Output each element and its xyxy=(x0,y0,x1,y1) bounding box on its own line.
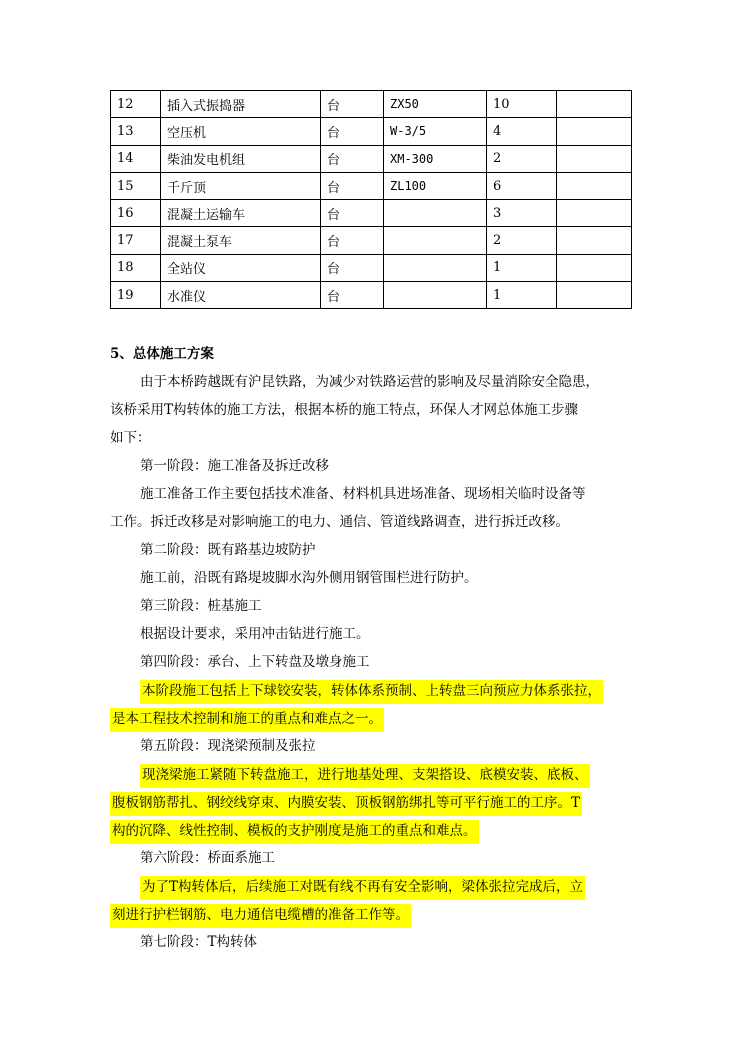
highlighted-text: 构的沉降、线性控制、模板的支护刚度是施工的重点和难点。 xyxy=(110,820,479,844)
stage2-title: 第二阶段：既有路基边坡防护 xyxy=(140,542,316,558)
highlighted-text: 是本工程技术控制和施工的重点和难点之一。 xyxy=(110,708,384,732)
intro-line-3: 如下： xyxy=(110,430,151,446)
table-row xyxy=(111,200,632,227)
unit-cell: 台 xyxy=(321,172,384,199)
remarks-cell xyxy=(557,200,632,227)
equipment-table-body xyxy=(111,91,632,309)
highlighted-text: 为了T构转体后，后续施工对既有线不再有安全影响，梁体张拉完成后，立 xyxy=(140,876,585,900)
quantity-cell: 2 xyxy=(487,145,557,172)
table-row xyxy=(111,145,632,172)
stage2-body-line-1: 施工前，沿既有路堤坡脚水沟外侧用钢管围栏进行防护。 xyxy=(140,570,478,586)
quantity-cell: 6 xyxy=(487,172,557,199)
equipment-name-cell: 插入式振捣器 xyxy=(161,91,321,118)
remarks-cell xyxy=(557,227,632,254)
model-cell xyxy=(384,200,487,227)
table-row xyxy=(111,172,632,199)
row-number-cell: 13 xyxy=(111,118,161,145)
remarks-cell xyxy=(557,254,632,281)
stage3-title: 第三阶段：桩基施工 xyxy=(140,598,262,614)
quantity-cell: 3 xyxy=(487,200,557,227)
remarks-cell xyxy=(557,145,632,172)
stage5-body-line-3 xyxy=(110,820,479,844)
stage7-title: 第七阶段：T构转体 xyxy=(140,934,258,950)
highlighted-text: 腹板钢筋帮扎、钢绞线穿束、内膜安装、顶板钢筋绑扎等可平行施工的工序。T xyxy=(110,792,582,816)
highlighted-text: 刻进行护栏钢筋、电力通信电缆槽的准备工作等。 xyxy=(110,904,411,928)
unit-cell: 台 xyxy=(321,200,384,227)
equipment-name-cell: 混凝土泵车 xyxy=(161,227,321,254)
unit-cell: 台 xyxy=(321,145,384,172)
model-cell xyxy=(384,254,487,281)
model-cell xyxy=(384,227,487,254)
stage3-body-line-1: 根据设计要求，采用冲击钻进行施工。 xyxy=(140,626,370,642)
table-row xyxy=(111,227,632,254)
row-number-cell: 15 xyxy=(111,172,161,199)
stage5-body-line-1 xyxy=(140,764,590,788)
unit-cell: 台 xyxy=(321,91,384,118)
model-cell: W-3/5 xyxy=(384,118,487,145)
model-cell xyxy=(384,282,487,309)
row-number-cell: 19 xyxy=(111,282,161,309)
stage5-title: 第五阶段：现浇梁预制及张拉 xyxy=(140,738,316,754)
equipment-name-cell: 水准仪 xyxy=(161,282,321,309)
quantity-cell: 1 xyxy=(487,282,557,309)
equipment-name-cell: 混凝土运输车 xyxy=(161,200,321,227)
stage6-body-line-2 xyxy=(110,904,411,928)
quantity-cell: 4 xyxy=(487,118,557,145)
quantity-cell: 10 xyxy=(487,91,557,118)
row-number-cell: 12 xyxy=(111,91,161,118)
equipment-name-cell: 空压机 xyxy=(161,118,321,145)
row-number-cell: 18 xyxy=(111,254,161,281)
remarks-cell xyxy=(557,91,632,118)
remarks-cell xyxy=(557,172,632,199)
model-cell: ZL100 xyxy=(384,172,487,199)
remarks-cell xyxy=(557,118,632,145)
section-heading: 5、总体施工方案 xyxy=(110,346,214,362)
table-row xyxy=(111,91,632,118)
table-row xyxy=(111,118,632,145)
table-row xyxy=(111,254,632,281)
row-number-cell: 16 xyxy=(111,200,161,227)
stage6-body-line-1 xyxy=(140,876,585,900)
stage6-title: 第六阶段：桥面系施工 xyxy=(140,850,275,866)
unit-cell: 台 xyxy=(321,254,384,281)
stage5-body-line-2 xyxy=(110,792,582,816)
row-number-cell: 14 xyxy=(111,145,161,172)
intro-line-2: 该桥采用T构转体的施工方法，根据本桥的施工特点，环保人才网总体施工步骤 xyxy=(110,402,579,418)
stage1-title: 第一阶段：施工准备及拆迁改移 xyxy=(140,458,329,474)
equipment-name-cell: 柴油发电机组 xyxy=(161,145,321,172)
unit-cell: 台 xyxy=(321,227,384,254)
quantity-cell: 1 xyxy=(487,254,557,281)
highlighted-text: 现浇梁施工紧随下转盘施工，进行地基处理、支架搭设、底模安装、底板、 xyxy=(140,764,590,788)
stage1-body-line-1: 施工准备工作主要包括技术准备、材料机具进场准备、现场相关临时设备等 xyxy=(140,486,586,502)
quantity-cell: 2 xyxy=(487,227,557,254)
row-number-cell: 17 xyxy=(111,227,161,254)
highlighted-text: 本阶段施工包括上下球铰安装，转体体系预制、上转盘三向预应力体系张拉， xyxy=(140,680,603,704)
stage4-body-line-1 xyxy=(140,680,603,704)
stage1-body-line-2: 工作。拆迁改移是对影响施工的电力、通信、管道线路调查，进行拆迁改移。 xyxy=(110,514,569,530)
unit-cell: 台 xyxy=(321,118,384,145)
table-row xyxy=(111,282,632,309)
stage4-body-line-2 xyxy=(110,708,384,732)
equipment-name-cell: 全站仪 xyxy=(161,254,321,281)
intro-line-1: 由于本桥跨越既有沪昆铁路，为减少对铁路运营的影响及尽量消除安全隐患， xyxy=(140,374,599,390)
equipment-name-cell: 千斤顶 xyxy=(161,172,321,199)
stage4-title: 第四阶段：承台、上下转盘及墩身施工 xyxy=(140,654,370,670)
unit-cell: 台 xyxy=(321,282,384,309)
equipment-table xyxy=(110,90,632,309)
model-cell: XM-300 xyxy=(384,145,487,172)
model-cell: ZX50 xyxy=(384,91,487,118)
remarks-cell xyxy=(557,282,632,309)
